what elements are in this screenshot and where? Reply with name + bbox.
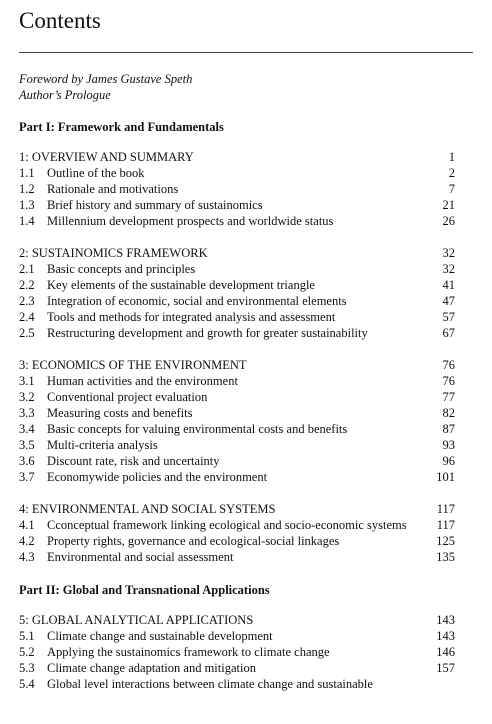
page-number: 47 bbox=[442, 294, 455, 308]
section-number: 5.4 bbox=[19, 677, 35, 691]
section-number: 4.3 bbox=[19, 550, 35, 564]
section-title: Applying the sustainomics framework to climate change bbox=[47, 645, 330, 659]
section-number: 2.2 bbox=[19, 278, 35, 292]
section-title: Rationale and motivations bbox=[47, 182, 179, 196]
section-title: Climate change adaptation and mitigation bbox=[47, 661, 256, 675]
page-number: 2 bbox=[448, 166, 455, 180]
section-title: Climate change and sustainable development bbox=[47, 629, 273, 643]
section-number: 2.5 bbox=[19, 326, 35, 340]
page-number: 87 bbox=[442, 422, 455, 436]
page-number: 135 bbox=[436, 550, 455, 564]
page-number: 77 bbox=[442, 390, 455, 404]
page-number: 32 bbox=[442, 246, 455, 260]
section-title: Multi-criteria analysis bbox=[47, 438, 158, 452]
page-number: 57 bbox=[442, 310, 455, 324]
section-row[interactable] bbox=[19, 421, 455, 437]
section-number: 3.3 bbox=[19, 406, 35, 420]
section-title: Global level interactions between climate change and sustainable bbox=[47, 677, 373, 691]
section-row[interactable] bbox=[19, 676, 455, 692]
page-number: 157 bbox=[436, 661, 455, 675]
section-title: Brief history and summary of sustainomics bbox=[47, 198, 263, 212]
front-matter-foreword[interactable]: Foreword by James Gustave Speth bbox=[19, 72, 193, 86]
page-number: 1 bbox=[448, 150, 455, 164]
section-number: 1.3 bbox=[19, 198, 35, 212]
section-row[interactable] bbox=[19, 517, 455, 533]
section-title: Measuring costs and benefits bbox=[47, 406, 193, 420]
chapter-row[interactable] bbox=[19, 357, 455, 373]
chapter-title: 4: ENVIRONMENTAL AND SOCIAL SYSTEMS bbox=[19, 502, 276, 516]
page-number: 101 bbox=[436, 470, 455, 484]
section-title: Millennium development prospects and worldwide status bbox=[47, 214, 334, 228]
chapter-row[interactable] bbox=[19, 149, 455, 165]
page-number: 96 bbox=[442, 454, 455, 468]
section-row[interactable] bbox=[19, 261, 455, 277]
section-row[interactable] bbox=[19, 325, 455, 341]
section-row[interactable] bbox=[19, 405, 455, 421]
section-number: 2.3 bbox=[19, 294, 35, 308]
section-row[interactable] bbox=[19, 293, 455, 309]
section-row[interactable] bbox=[19, 660, 455, 676]
section-number: 1.1 bbox=[19, 166, 35, 180]
page-number: 82 bbox=[442, 406, 455, 420]
section-row[interactable] bbox=[19, 437, 455, 453]
title-divider bbox=[19, 52, 473, 53]
page-number: 125 bbox=[436, 534, 455, 548]
section-number: 4.2 bbox=[19, 534, 35, 548]
section-number: 5.2 bbox=[19, 645, 35, 659]
section-row[interactable] bbox=[19, 533, 455, 549]
page-number: 26 bbox=[442, 214, 455, 228]
section-row[interactable] bbox=[19, 213, 455, 229]
section-row[interactable] bbox=[19, 181, 455, 197]
section-number: 3.2 bbox=[19, 390, 35, 404]
section-title: Discount rate, risk and uncertainty bbox=[47, 454, 220, 468]
page-number: 143 bbox=[436, 629, 455, 643]
chapter-row[interactable] bbox=[19, 245, 455, 261]
chapter-row[interactable] bbox=[19, 612, 455, 628]
section-row[interactable] bbox=[19, 469, 455, 485]
page-title: Contents bbox=[19, 8, 101, 33]
section-title: Human activities and the environment bbox=[47, 374, 238, 388]
page-number: 7 bbox=[448, 182, 455, 196]
page-number: 41 bbox=[442, 278, 455, 292]
chapter-title: 5: GLOBAL ANALYTICAL APPLICATIONS bbox=[19, 613, 254, 627]
section-number: 3.7 bbox=[19, 470, 35, 484]
section-title: Cconceptual framework linking ecological and socio-economic systems bbox=[47, 518, 407, 532]
page-number: 146 bbox=[436, 645, 455, 659]
part-heading: Part II: Global and Transnational Applications bbox=[19, 583, 270, 597]
chapter-title: 3: ECONOMICS OF THE ENVIRONMENT bbox=[19, 358, 247, 372]
chapter-row[interactable] bbox=[19, 501, 455, 517]
page-number: 67 bbox=[442, 326, 455, 340]
section-row[interactable] bbox=[19, 453, 455, 469]
page-number: 32 bbox=[442, 262, 455, 276]
section-row[interactable] bbox=[19, 644, 455, 660]
section-number: 3.4 bbox=[19, 422, 35, 436]
section-number: 5.1 bbox=[19, 629, 35, 643]
page-number: 76 bbox=[442, 358, 455, 372]
section-number: 2.4 bbox=[19, 310, 35, 324]
section-title: Basic concepts and principles bbox=[47, 262, 196, 276]
section-number: 3.1 bbox=[19, 374, 35, 388]
section-number: 2.1 bbox=[19, 262, 35, 276]
section-title: Conventional project evaluation bbox=[47, 390, 208, 404]
page-number: 93 bbox=[442, 438, 455, 452]
section-title: Property rights, governance and ecological-social linkages bbox=[47, 534, 340, 548]
section-number: 3.5 bbox=[19, 438, 35, 452]
page-number: 21 bbox=[442, 198, 455, 212]
page-number: 76 bbox=[442, 374, 455, 388]
chapter-title: 1: OVERVIEW AND SUMMARY bbox=[19, 150, 194, 164]
section-title: Integration of economic, social and environmental elements bbox=[47, 294, 347, 308]
section-row[interactable] bbox=[19, 309, 455, 325]
page-number: 143 bbox=[436, 613, 455, 627]
chapter-title: 2: SUSTAINOMICS FRAMEWORK bbox=[19, 246, 208, 260]
section-title: Key elements of the sustainable development triangle bbox=[47, 278, 315, 292]
section-row[interactable] bbox=[19, 197, 455, 213]
section-title: Basic concepts for valuing environmental costs and benefits bbox=[47, 422, 348, 436]
section-row[interactable] bbox=[19, 549, 455, 565]
section-title: Tools and methods for integrated analysis and assessment bbox=[47, 310, 336, 324]
page-number: 117 bbox=[436, 502, 455, 516]
section-number: 5.3 bbox=[19, 661, 35, 675]
section-number: 3.6 bbox=[19, 454, 35, 468]
section-title: Restructuring development and growth for greater sustainability bbox=[47, 326, 368, 340]
section-title: Outline of the book bbox=[47, 166, 145, 180]
section-row[interactable] bbox=[19, 165, 455, 181]
section-row[interactable] bbox=[19, 628, 455, 644]
section-number: 1.2 bbox=[19, 182, 35, 196]
section-title: Economywide policies and the environment bbox=[47, 470, 268, 484]
section-title: Environmental and social assessment bbox=[47, 550, 234, 564]
page-number: 117 bbox=[436, 518, 455, 532]
front-matter-prologue[interactable]: Author’s Prologue bbox=[19, 88, 111, 102]
section-row[interactable] bbox=[19, 389, 455, 405]
section-number: 1.4 bbox=[19, 214, 35, 228]
part-heading: Part I: Framework and Fundamentals bbox=[19, 120, 224, 134]
section-number: 4.1 bbox=[19, 518, 35, 532]
section-row[interactable] bbox=[19, 277, 455, 293]
section-row[interactable] bbox=[19, 373, 455, 389]
